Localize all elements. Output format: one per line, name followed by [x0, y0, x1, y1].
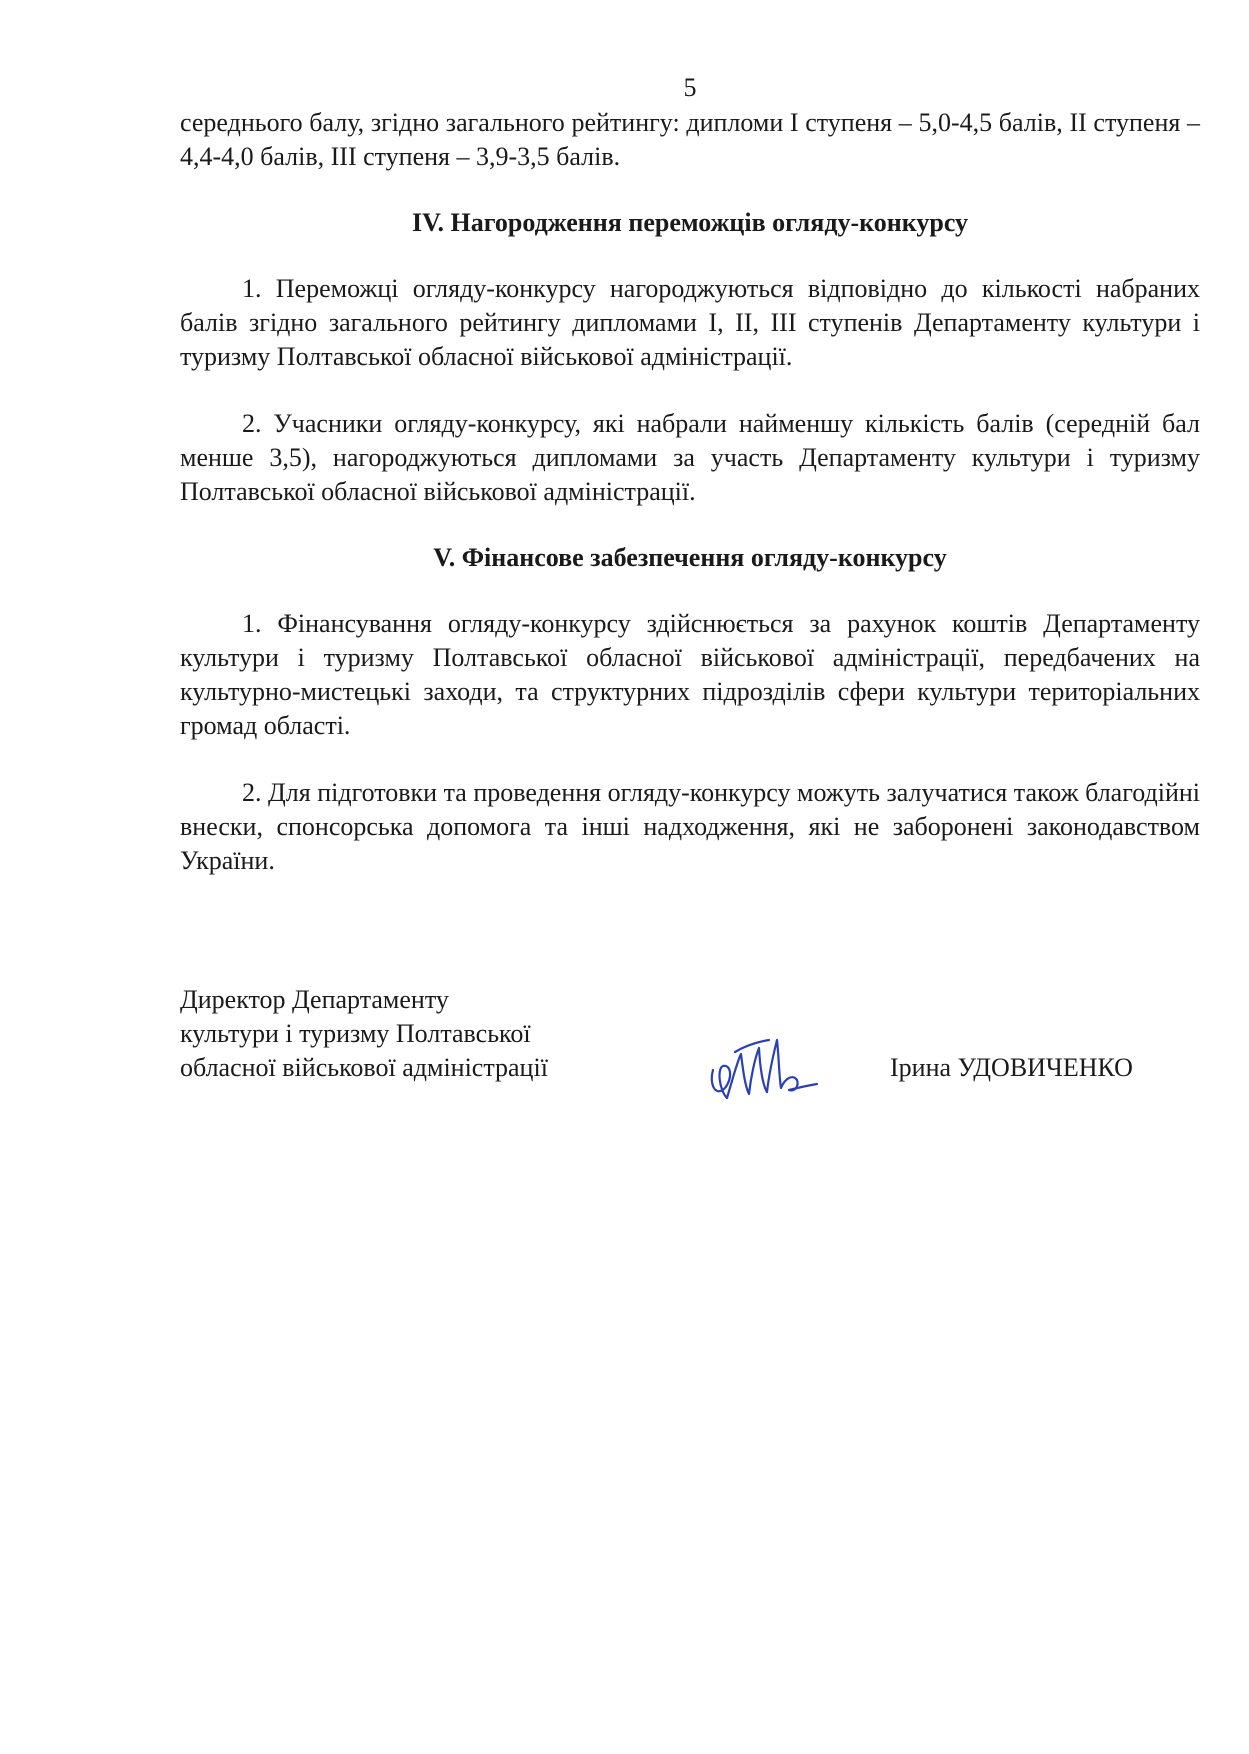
section-v-item-1: 1. Фінансування огляду-конкурсу здійснюється за рахунок коштів Департаменту культури і туризму Полтавської обласної військової адміністрації, передбачених на культурно-мистецькі заходи, та структурних підрозділів сфери культури територіальних громад області.: [180, 609, 1200, 740]
signer-title-line-3: обласної військової адміністрації: [180, 1053, 548, 1082]
paragraph-gap: [180, 743, 1200, 776]
handwritten-signature: [705, 1028, 825, 1108]
intro-paragraph: середнього балу, згідно загального рейтингу: дипломи І ступеня – 5,0-4,5 балів, ІІ ступеня – 4,4-4,0 балів, ІІІ ступеня – 3,9-3,5 балів.: [180, 108, 1200, 171]
signer-name: Ірина УДОВИЧЕНКО: [890, 1053, 1133, 1082]
paragraph-gap: [180, 374, 1200, 407]
section-v-heading: V. Фінансове забезпечення огляду-конкурсу: [433, 543, 947, 572]
document-body: [180, 70, 1200, 878]
signer-title-line-2: культури і туризму Полтавської: [180, 1019, 531, 1048]
page-number: 5: [683, 73, 697, 102]
section-iv-item-2: 2. Учасники огляду-конкурсу, які набрали найменшу кількість балів (середній бал менше 3,5), нагороджуються дипломами за участь Департаменту культури і туризму Полтавської обласної військової адміністрації.: [180, 409, 1200, 506]
section-iv-heading: IV. Нагородження переможців огляду-конкурсу: [411, 208, 969, 237]
section-v-item-2: 2. Для підготовки та проведення огляду-конкурсу можуть залучатися також благодійні внески, спонсорська допомога та інші надходження, які не заборонені законодавством України.: [180, 778, 1200, 875]
signer-title-line-1: Директор Департаменту: [180, 985, 449, 1014]
signature-block: [180, 983, 1200, 1085]
section-iv-item-1: 1. Переможці огляду-конкурсу нагороджуються відповідно до кількості набраних балів згідно загального рейтингу дипломами І, ІІ, ІІІ ступенів Департаменту культури і туризму Полтавської обласної військової адміністрації.: [180, 274, 1200, 371]
